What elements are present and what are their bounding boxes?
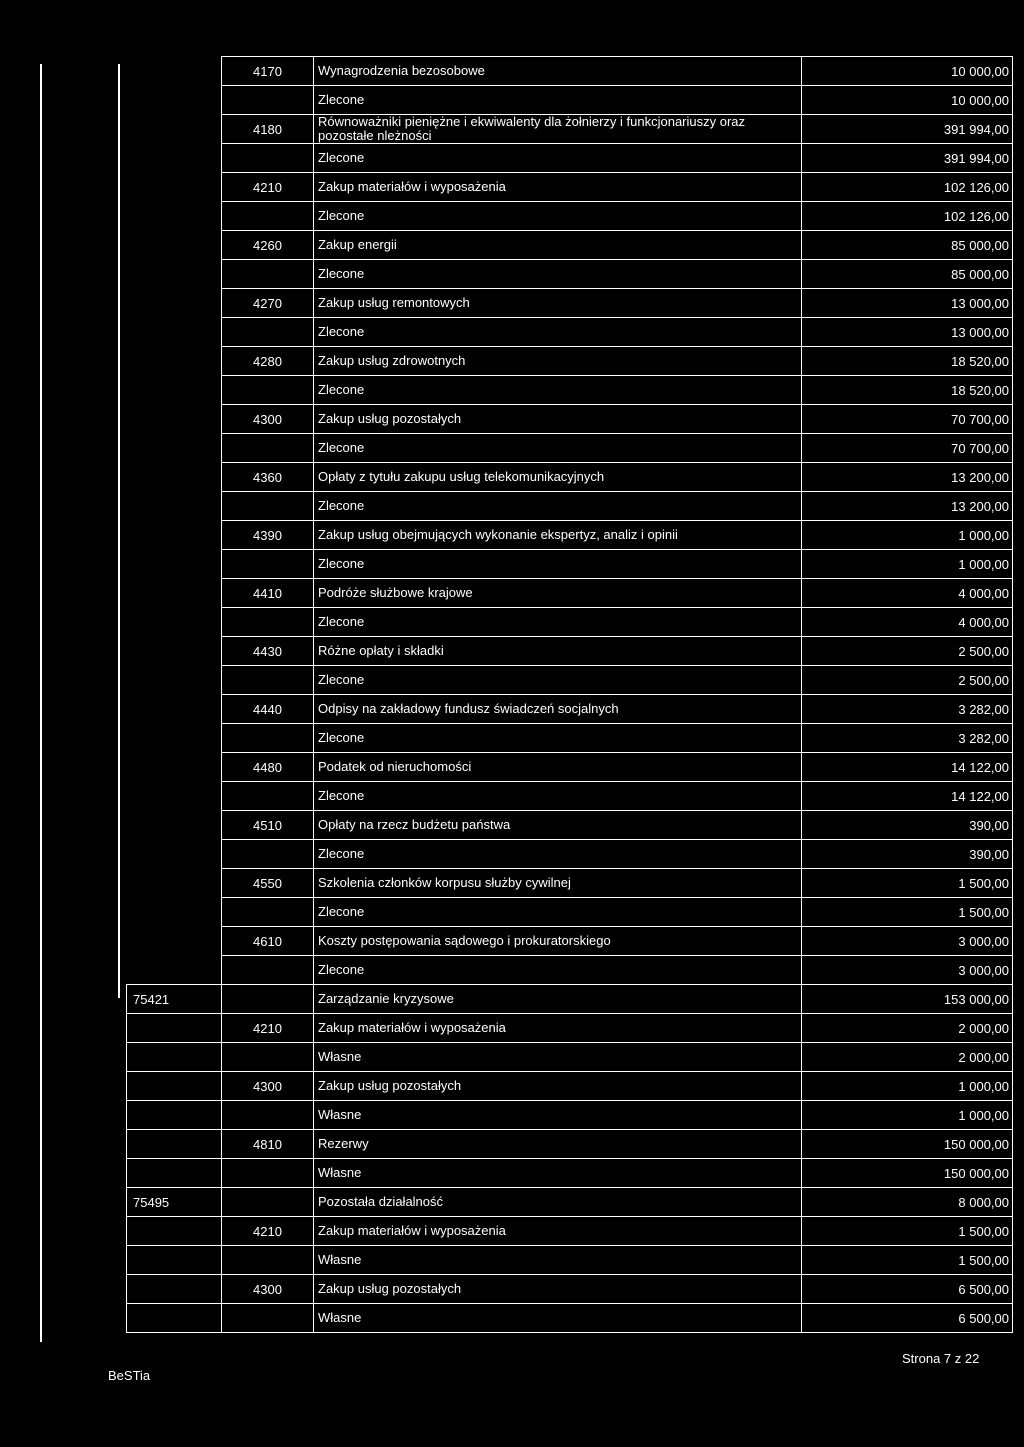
paragraph-row	[127, 811, 1013, 840]
dz-cell	[127, 869, 222, 898]
paragraph-row	[127, 289, 1013, 318]
paragraph-cell: 4280	[222, 347, 314, 376]
paragraph-cell: 4210	[222, 1217, 314, 1246]
paragraph-cell	[222, 608, 314, 637]
description-cell: Zlecone	[314, 260, 802, 289]
amount-cell: 18 520,00	[802, 376, 1013, 405]
section-row	[127, 985, 1013, 1014]
amount-cell: 13 200,00	[802, 492, 1013, 521]
amount-cell: 390,00	[802, 840, 1013, 869]
amount-cell: 10 000,00	[802, 57, 1013, 86]
paragraph-cell	[222, 492, 314, 521]
paragraph-cell	[222, 782, 314, 811]
source-row	[127, 724, 1013, 753]
dz-cell	[127, 318, 222, 347]
amount-cell: 391 994,00	[802, 115, 1013, 144]
dz-cell	[127, 463, 222, 492]
amount-cell: 4 000,00	[802, 579, 1013, 608]
paragraph-cell	[222, 550, 314, 579]
paragraph-cell: 4810	[222, 1130, 314, 1159]
paragraph-row	[127, 927, 1013, 956]
budget-table	[126, 56, 1013, 1333]
dz-cell	[127, 405, 222, 434]
source-row	[127, 1043, 1013, 1072]
description-cell: Podróże służbowe krajowe	[314, 579, 802, 608]
paragraph-cell: 4610	[222, 927, 314, 956]
dz-cell	[127, 608, 222, 637]
dzial-column-rule	[118, 64, 120, 998]
dz-cell: 75495	[127, 1188, 222, 1217]
dz-cell: 75421	[127, 985, 222, 1014]
description-cell: Zakup usług remontowych	[314, 289, 802, 318]
amount-cell: 85 000,00	[802, 260, 1013, 289]
amount-cell: 13 000,00	[802, 289, 1013, 318]
paragraph-row	[127, 463, 1013, 492]
source-row	[127, 492, 1013, 521]
paragraph-cell: 4360	[222, 463, 314, 492]
paragraph-cell: 4440	[222, 695, 314, 724]
dz-cell	[127, 956, 222, 985]
amount-cell: 391 994,00	[802, 144, 1013, 173]
paragraph-cell	[222, 434, 314, 463]
dz-cell	[127, 579, 222, 608]
dz-cell	[127, 260, 222, 289]
paragraph-cell	[222, 376, 314, 405]
paragraph-cell: 4510	[222, 811, 314, 840]
paragraph-cell: 4210	[222, 173, 314, 202]
dz-cell	[127, 811, 222, 840]
description-cell: Zlecone	[314, 318, 802, 347]
description-cell: Zakup usług obejmujących wykonanie ekspertyz, analiz i opinii	[314, 521, 802, 550]
dz-cell	[127, 1275, 222, 1304]
paragraph-row	[127, 695, 1013, 724]
amount-cell: 1 000,00	[802, 521, 1013, 550]
amount-cell: 150 000,00	[802, 1159, 1013, 1188]
dz-cell	[127, 231, 222, 260]
description-cell: Zakup materiałów i wyposażenia	[314, 1014, 802, 1043]
paragraph-cell: 4550	[222, 869, 314, 898]
description-cell: Wynagrodzenia bezosobowe	[314, 57, 802, 86]
paragraph-row	[127, 637, 1013, 666]
budget-table-body	[127, 57, 1013, 1333]
dz-cell	[127, 492, 222, 521]
amount-cell: 3 282,00	[802, 695, 1013, 724]
description-cell: Zakup materiałów i wyposażenia	[314, 1217, 802, 1246]
dz-cell	[127, 347, 222, 376]
paragraph-row	[127, 57, 1013, 86]
amount-cell: 1 000,00	[802, 550, 1013, 579]
dz-cell	[127, 86, 222, 115]
description-cell: Zlecone	[314, 376, 802, 405]
description-cell: Równoważniki pieniężne i ekwiwalenty dla żołnierzy i funkcjonariuszy oraz pozostałe nleżności	[314, 115, 802, 144]
paragraph-cell	[222, 840, 314, 869]
description-cell: Zlecone	[314, 666, 802, 695]
dz-cell	[127, 173, 222, 202]
amount-cell: 1 000,00	[802, 1072, 1013, 1101]
amount-cell: 1 500,00	[802, 1246, 1013, 1275]
paragraph-cell	[222, 260, 314, 289]
source-row	[127, 1159, 1013, 1188]
paragraph-cell: 4270	[222, 289, 314, 318]
description-cell: Własne	[314, 1043, 802, 1072]
paragraph-cell	[222, 1043, 314, 1072]
description-cell: Zlecone	[314, 434, 802, 463]
paragraph-cell	[222, 666, 314, 695]
description-cell: Zlecone	[314, 608, 802, 637]
amount-cell: 2 500,00	[802, 666, 1013, 695]
paragraph-cell	[222, 1188, 314, 1217]
paragraph-row	[127, 521, 1013, 550]
source-row	[127, 202, 1013, 231]
description-cell: Pozostała działalność	[314, 1188, 802, 1217]
description-cell: Zakup usług pozostałych	[314, 405, 802, 434]
description-cell: Własne	[314, 1304, 802, 1333]
source-row	[127, 1101, 1013, 1130]
footer-app-name: BeSTia	[108, 1368, 151, 1383]
amount-cell: 4 000,00	[802, 608, 1013, 637]
outer-left-rule	[40, 64, 42, 1342]
paragraph-cell	[222, 1304, 314, 1333]
paragraph-cell: 4430	[222, 637, 314, 666]
amount-cell: 102 126,00	[802, 202, 1013, 231]
dz-cell	[127, 637, 222, 666]
paragraph-cell	[222, 1101, 314, 1130]
source-row	[127, 782, 1013, 811]
amount-cell: 3 000,00	[802, 927, 1013, 956]
description-cell: Zlecone	[314, 840, 802, 869]
description-cell: Podatek od nieruchomości	[314, 753, 802, 782]
amount-cell: 18 520,00	[802, 347, 1013, 376]
paragraph-cell	[222, 1246, 314, 1275]
description-cell: Szkolenia członków korpusu służby cywilnej	[314, 869, 802, 898]
dz-cell	[127, 1043, 222, 1072]
paragraph-cell	[222, 1159, 314, 1188]
amount-cell: 1 500,00	[802, 869, 1013, 898]
paragraph-row	[127, 231, 1013, 260]
source-row	[127, 260, 1013, 289]
source-row	[127, 550, 1013, 579]
description-cell: Zlecone	[314, 724, 802, 753]
amount-cell: 14 122,00	[802, 782, 1013, 811]
description-cell: Zlecone	[314, 898, 802, 927]
paragraph-row	[127, 1130, 1013, 1159]
paragraph-cell: 4170	[222, 57, 314, 86]
description-cell: Własne	[314, 1101, 802, 1130]
paragraph-cell	[222, 985, 314, 1014]
dz-cell	[127, 144, 222, 173]
dz-cell	[127, 550, 222, 579]
amount-cell: 102 126,00	[802, 173, 1013, 202]
paragraph-cell	[222, 318, 314, 347]
source-row	[127, 144, 1013, 173]
paragraph-cell	[222, 956, 314, 985]
paragraph-cell: 4410	[222, 579, 314, 608]
amount-cell: 70 700,00	[802, 434, 1013, 463]
description-cell: Zakup materiałów i wyposażenia	[314, 173, 802, 202]
section-row	[127, 1188, 1013, 1217]
description-cell: Zakup usług zdrowotnych	[314, 347, 802, 376]
dz-cell	[127, 202, 222, 231]
source-row	[127, 86, 1013, 115]
dz-cell	[127, 434, 222, 463]
paragraph-row	[127, 1217, 1013, 1246]
dz-cell	[127, 840, 222, 869]
description-cell: Zlecone	[314, 202, 802, 231]
description-cell: Odpisy na zakładowy fundusz świadczeń socjalnych	[314, 695, 802, 724]
amount-cell: 390,00	[802, 811, 1013, 840]
amount-cell: 2 000,00	[802, 1043, 1013, 1072]
description-cell: Zlecone	[314, 86, 802, 115]
amount-cell: 14 122,00	[802, 753, 1013, 782]
dz-cell	[127, 57, 222, 86]
description-cell: Zlecone	[314, 550, 802, 579]
dz-cell	[127, 1101, 222, 1130]
dz-cell	[127, 753, 222, 782]
source-row	[127, 376, 1013, 405]
description-cell: Zakup usług pozostałych	[314, 1275, 802, 1304]
description-cell: Zlecone	[314, 492, 802, 521]
paragraph-cell: 4300	[222, 1072, 314, 1101]
amount-cell: 150 000,00	[802, 1130, 1013, 1159]
paragraph-row	[127, 1275, 1013, 1304]
description-cell: Różne opłaty i składki	[314, 637, 802, 666]
footer-page-number: Strona 7 z 22	[902, 1351, 980, 1366]
paragraph-row	[127, 173, 1013, 202]
description-cell: Zlecone	[314, 782, 802, 811]
amount-cell: 10 000,00	[802, 86, 1013, 115]
amount-cell: 6 500,00	[802, 1304, 1013, 1333]
dz-cell	[127, 521, 222, 550]
amount-cell: 1 500,00	[802, 898, 1013, 927]
dz-cell	[127, 376, 222, 405]
amount-cell: 8 000,00	[802, 1188, 1013, 1217]
paragraph-row	[127, 869, 1013, 898]
paragraph-cell: 4260	[222, 231, 314, 260]
paragraph-row	[127, 405, 1013, 434]
paragraph-cell	[222, 86, 314, 115]
amount-cell: 2 500,00	[802, 637, 1013, 666]
paragraph-row	[127, 1014, 1013, 1043]
dz-cell	[127, 1217, 222, 1246]
paragraph-row	[127, 579, 1013, 608]
paragraph-cell: 4480	[222, 753, 314, 782]
amount-cell: 3 000,00	[802, 956, 1013, 985]
amount-cell: 85 000,00	[802, 231, 1013, 260]
dz-cell	[127, 666, 222, 695]
description-cell: Zlecone	[314, 956, 802, 985]
paragraph-row	[127, 1072, 1013, 1101]
dz-cell	[127, 724, 222, 753]
source-row	[127, 1246, 1013, 1275]
dz-cell	[127, 898, 222, 927]
description-cell: Zakup usług pozostałych	[314, 1072, 802, 1101]
amount-cell: 13 200,00	[802, 463, 1013, 492]
description-cell: Zlecone	[314, 144, 802, 173]
paragraph-cell: 4300	[222, 405, 314, 434]
dz-cell	[127, 1159, 222, 1188]
amount-cell: 2 000,00	[802, 1014, 1013, 1043]
amount-cell: 1 500,00	[802, 1217, 1013, 1246]
paragraph-cell: 4390	[222, 521, 314, 550]
dz-cell	[127, 1130, 222, 1159]
dz-cell	[127, 927, 222, 956]
paragraph-row	[127, 347, 1013, 376]
source-row	[127, 898, 1013, 927]
dz-cell	[127, 1304, 222, 1333]
dz-cell	[127, 1072, 222, 1101]
amount-cell: 6 500,00	[802, 1275, 1013, 1304]
amount-cell: 70 700,00	[802, 405, 1013, 434]
source-row	[127, 956, 1013, 985]
dz-cell	[127, 289, 222, 318]
source-row	[127, 608, 1013, 637]
source-row	[127, 840, 1013, 869]
description-cell: Opłaty z tytułu zakupu usług telekomunikacyjnych	[314, 463, 802, 492]
paragraph-cell	[222, 144, 314, 173]
paragraph-cell	[222, 202, 314, 231]
paragraph-cell: 4210	[222, 1014, 314, 1043]
description-cell: Koszty postępowania sądowego i prokuratorskiego	[314, 927, 802, 956]
description-cell: Rezerwy	[314, 1130, 802, 1159]
dz-cell	[127, 695, 222, 724]
paragraph-cell	[222, 898, 314, 927]
description-cell: Opłaty na rzecz budżetu państwa	[314, 811, 802, 840]
amount-cell: 3 282,00	[802, 724, 1013, 753]
description-cell: Własne	[314, 1246, 802, 1275]
source-row	[127, 434, 1013, 463]
paragraph-cell: 4180	[222, 115, 314, 144]
paragraph-row	[127, 115, 1013, 144]
amount-cell: 153 000,00	[802, 985, 1013, 1014]
description-cell: Własne	[314, 1159, 802, 1188]
source-row	[127, 666, 1013, 695]
paragraph-cell	[222, 724, 314, 753]
description-cell: Zarządzanie kryzysowe	[314, 985, 802, 1014]
amount-cell: 1 000,00	[802, 1101, 1013, 1130]
source-row	[127, 1304, 1013, 1333]
paragraph-cell: 4300	[222, 1275, 314, 1304]
dz-cell	[127, 115, 222, 144]
amount-cell: 13 000,00	[802, 318, 1013, 347]
dz-cell	[127, 782, 222, 811]
dz-cell	[127, 1246, 222, 1275]
dz-cell	[127, 1014, 222, 1043]
description-cell: Zakup energii	[314, 231, 802, 260]
source-row	[127, 318, 1013, 347]
paragraph-row	[127, 753, 1013, 782]
